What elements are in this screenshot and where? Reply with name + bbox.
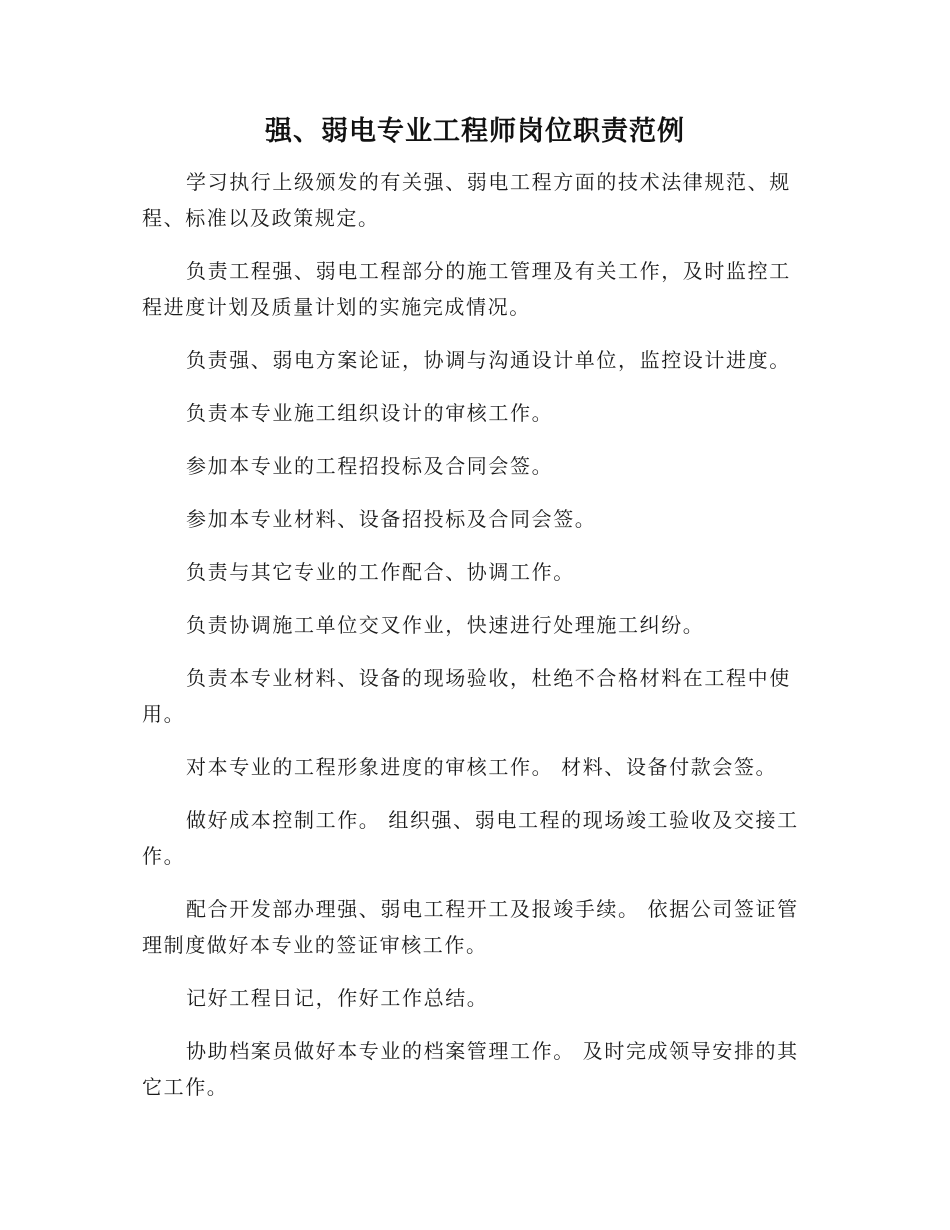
paragraph-9: 负责本专业材料、设备的现场验收，杜绝不合格材料在工程中使用。	[142, 666, 791, 726]
paragraph-2: 负责工程强、弱电工程部分的施工管理及有关工作，及时监控工程进度计划及质量计划的实施完成情况。	[142, 259, 791, 319]
paragraph-4: 负责本专业施工组织设计的审核工作。	[186, 401, 554, 425]
paragraph-5: 参加本专业的工程招投标及合同会签。	[186, 454, 554, 478]
paragraph-8: 负责协调施工单位交叉作业，快速进行处理施工纠纷。	[186, 613, 705, 637]
paragraph-1: 学习执行上级颁发的有关强、弱电工程方面的技术法律规范、规程、标准以及政策规定。	[142, 170, 791, 230]
paragraph-10: 对本专业的工程形象进度的审核工作。 材料、设备付款会签。	[186, 755, 778, 779]
paragraph-11: 做好成本控制工作。 组织强、弱电工程的现场竣工验收及交接工作。	[142, 808, 799, 868]
document-body	[142, 164, 808, 1122]
document-title: 强、弱电专业工程师岗位职责范例	[265, 116, 685, 147]
paragraph-7: 负责与其它专业的工作配合、协调工作。	[186, 560, 575, 584]
paragraph-12: 配合开发部办理强、弱电工程开工及报竣手续。 依据公司签证管理制度做好本专业的签证审核工作。	[142, 897, 799, 957]
paragraph-13: 记好工程日记，作好工作总结。	[186, 986, 489, 1010]
paragraph-6: 参加本专业材料、设备招投标及合同会签。	[186, 507, 597, 531]
paragraph-3: 负责强、弱电方案论证，协调与沟通设计单位，监控设计进度。	[186, 348, 791, 372]
paragraph-14: 协助档案员做好本专业的档案管理工作。 及时完成领导安排的其它工作。	[142, 1039, 799, 1099]
